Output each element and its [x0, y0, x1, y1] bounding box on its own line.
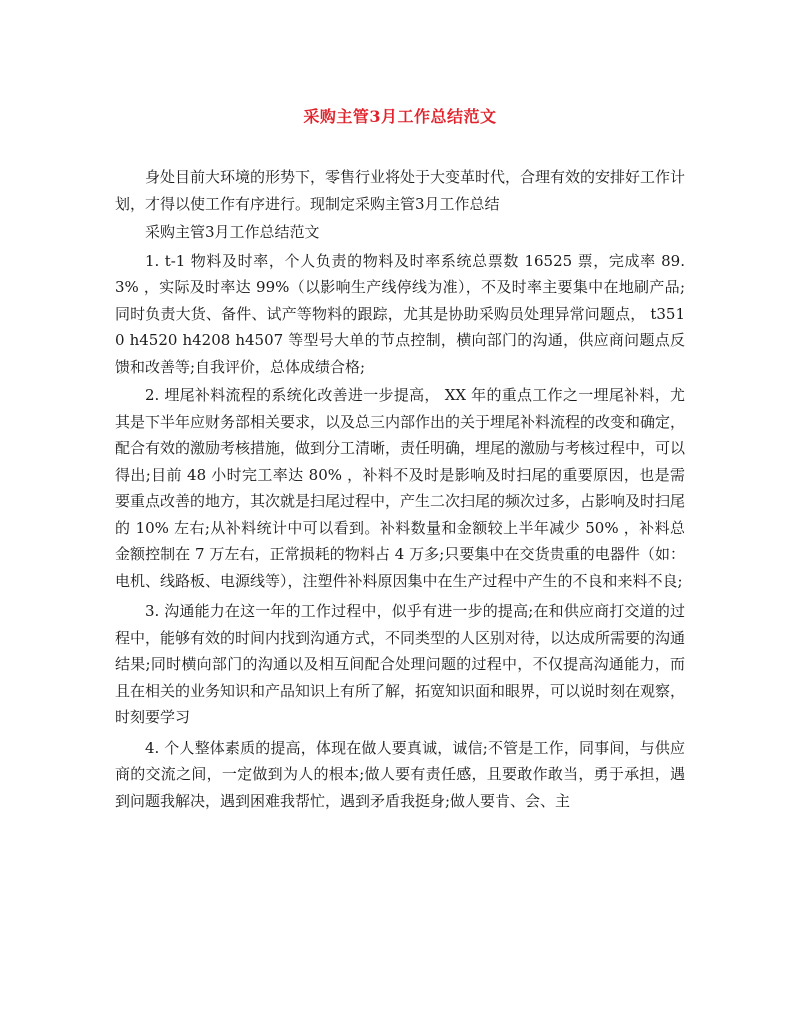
document-body — [115, 164, 685, 816]
paragraph-intro: 身处目前大环境的形势下，零售行业将处于大变革时代，合理有效的安排好工作计划，才得以使工作有序进行。现制定采购主管3月工作总结 — [115, 168, 686, 213]
paragraph-item-3: 3. 沟通能力在这一年的工作过程中，似乎有进一步的提高;在和供应商打交道的过程中，能够有效的时间内找到沟通方式，不同类型的人区别对待，以达成所需要的沟通结果;同时横向部门的沟通以及相互间配合处理问题的过程中，不仅提高沟通能力，而且在相关的业务知识和产品知识上有所了解，拓宽知识面和眼界，可以说时刻在观察，时刻要学习 — [115, 602, 686, 726]
paragraph-item-1: 1. t-1 物料及时率，个人负责的物料及时率系统总票数 16525 票，完成率 89.3% ，实际及时率达 99%（以影响生产线停线为准），不及时率主要集中在地刷产品;同时负责大货、备件、试产等物料的跟踪，尤其是协助采购员处理异常问题点， t3510 h4520 h4208 h4507 等型号大单的节点控制，横向部门的沟通，供应商问题点反馈和改善等;自我评价，总体成绩合格; — [115, 251, 685, 376]
paragraph-item-2: 2. 埋尾补料流程的系统化改善进一步提高， XX 年的重点工作之一埋尾补料，尤其是下半年应财务部相关要求，以及总三内部作出的关于埋尾补料流程的改变和确定，配合有效的激励考核措施，做到分工清晰，责任明确，埋尾的激励与考核过程中，可以得出;目前 48 小时完工率达 80% ，补料不及时是影响及时扫尾的重要原因，也是需要重点改善的地方，其次就是扫尾过程中，产生二次扫尾的频次过多，占影响及时扫尾的 10% 左右;从补料统计中可以看到。补料数量和金额较上半年减少 50% ，补料总金额控制在 7 万左右，正常损耗的物料占 4 万多;只要集中在交货贵重的电器件（如：电机、线路板、电源线等），注塑件补料原因集中在生产过程中产生的不良和来料不良; — [115, 386, 686, 590]
paragraph-item-4: 4. 个人整体素质的提高，体现在做人要真诚，诚信;不管是工作，同事间，与供应商的交流之间，一定做到为人的根本;做人要有责任感，且要敢作敢当，勇于承担，遇到问题我解决，遇到困难我帮忙，遇到矛盾我挺身;做人要肯、会、主 — [115, 738, 685, 810]
document-title: 采购主管3月工作总结范文 — [303, 107, 497, 126]
paragraph-subtitle: 采购主管3月工作总结范文 — [145, 223, 320, 241]
